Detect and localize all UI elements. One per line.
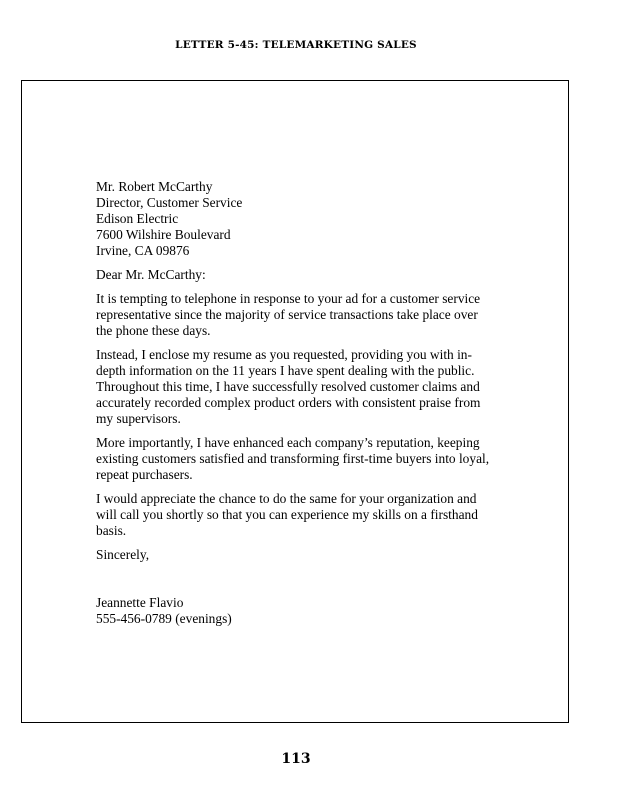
recipient-address [96,179,496,259]
recipient-street: 7600 Wilshire Boulevard [96,227,231,242]
paragraph-reputation: More importantly, I have enhanced each company’s reputation, keeping existing customers satisfied and transforming first-time buyers into loyal, repeat purchasers. [96,435,490,482]
recipient-company: Edison Electric [96,211,179,226]
signature-phone: 555-456-0789 (evenings) [96,611,232,626]
signature-name: Jeannette Flavio [96,595,184,610]
page-title: LETTER 5-45: TELEMARKETING SALES [175,39,417,51]
recipient-name: Mr. Robert McCarthy [96,179,213,194]
recipient-title: Director, Customer Service [96,195,243,210]
recipient-city: Irvine, CA 09876 [96,243,190,258]
letter-body [96,179,496,627]
closing: Sincerely, [96,547,150,562]
signature-block [96,595,496,627]
page-number: 113 [281,751,311,767]
paragraph-opening: It is tempting to telephone in response to your ad for a customer service representative since the majority of service transactions take place over the phone these days. [96,291,481,338]
salutation: Dear Mr. McCarthy: [96,267,206,282]
paragraph-experience: Instead, I enclose my resume as you requested, providing you with in-depth information on the 11 years I have spent dealing with the public. Throughout this time, I have successfully resolved customer claims and accurately recorded complex product orders with consistent praise from my supervisors. [96,347,481,426]
paragraph-followup: I would appreciate the chance to do the same for your organization and will call you shortly so that you can experience my skills on a firsthand basis. [96,491,478,538]
